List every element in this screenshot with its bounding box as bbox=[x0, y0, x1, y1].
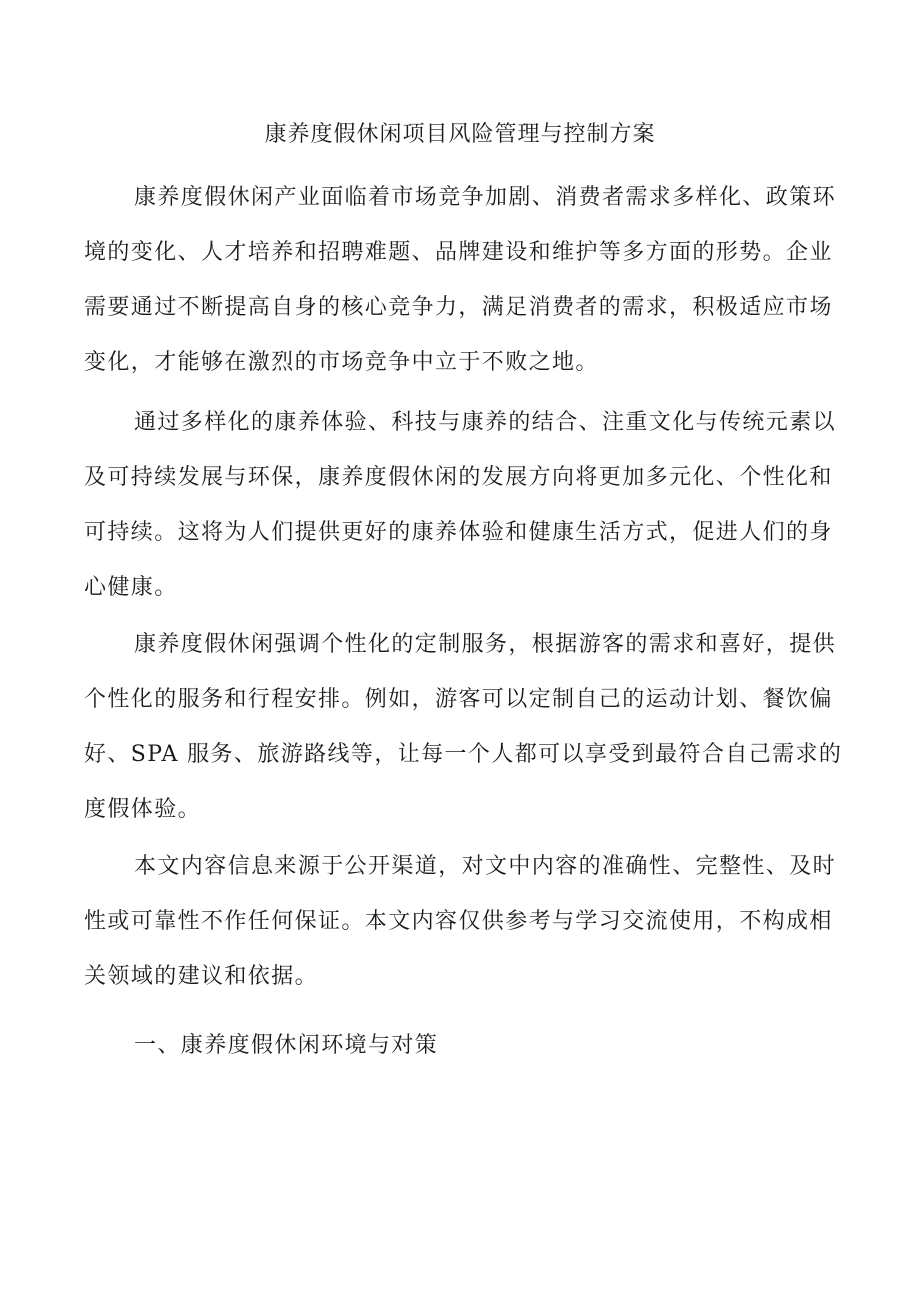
paragraph-line: 度假体验。 bbox=[84, 797, 202, 822]
paragraph-line: 需要通过不断提高自身的核心竞争力，满足消费者的需求，积极适应市场 bbox=[84, 295, 833, 320]
paragraph-line: 心健康。 bbox=[84, 575, 178, 600]
paragraph-line: 本文内容信息来源于公开渠道，对文中内容的准确性、完整性、及时 bbox=[134, 854, 837, 879]
paragraph-line: 性或可靠性不作任何保证。本文内容仅供参考与学习交流使用，不构成相 bbox=[84, 909, 833, 934]
paragraph-line: 好、SPA 服务、旅游路线等，让每一个人都可以享受到最符合自己需求的 bbox=[84, 742, 843, 767]
paragraph-customized-service bbox=[84, 617, 843, 837]
paragraph-line: 境的变化、人才培养和招聘难题、品牌建设和维护等多方面的形势。企业 bbox=[84, 240, 833, 265]
paragraph-line: 康养度假休闲产业面临着市场竞争加剧、消费者需求多样化、政策环 bbox=[134, 185, 837, 210]
paragraph-line: 个性化的服务和行程安排。例如，游客可以定制自己的运动计划、餐饮偏 bbox=[84, 687, 833, 712]
paragraph-market-challenges bbox=[84, 170, 837, 390]
paragraph-development-direction bbox=[84, 395, 837, 615]
paragraph-line: 康养度假休闲强调个性化的定制服务，根据游客的需求和喜好，提供 bbox=[134, 632, 837, 657]
paragraph-line: 关领域的建议和依据。 bbox=[84, 964, 319, 989]
paragraph-disclaimer bbox=[84, 839, 837, 1004]
paragraph-line: 通过多样化的康养体验、科技与康养的结合、注重文化与传统元素以 bbox=[134, 410, 837, 435]
section-heading: 一、康养度假休闲环境与对策 bbox=[134, 1033, 439, 1058]
paragraph-line: 可持续。这将为人们提供更好的康养体验和健康生活方式，促进人们的身 bbox=[84, 520, 833, 545]
document-title: 康养度假休闲项目风险管理与控制方案 bbox=[264, 122, 656, 147]
paragraph-line: 及可持续发展与环保，康养度假休闲的发展方向将更加多元化、个性化和 bbox=[84, 465, 833, 490]
paragraph-line: 变化，才能够在激烈的市场竞争中立于不败之地。 bbox=[84, 350, 599, 375]
